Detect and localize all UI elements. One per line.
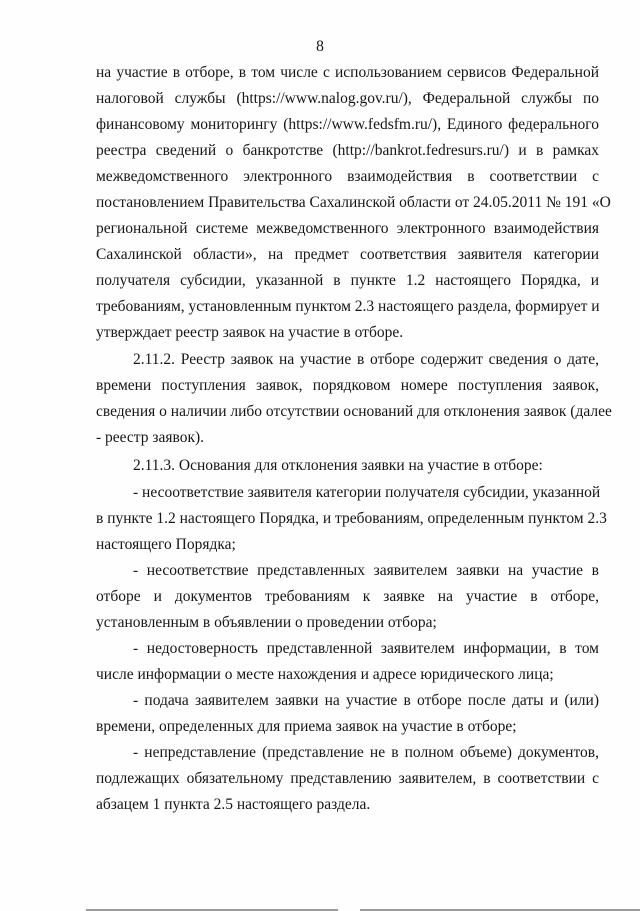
text-line: межведомственного электронного взаимодействия в соответствии с [96,168,599,185]
text-line: постановлением Правительства Сахалинской области от 24.05.2011 № 191 «О [96,194,611,211]
text-line: получателя субсидии, указанной в пункте 1.2 настоящего Порядка, и [96,272,599,289]
text-line: - непредставление (представление не в полном объеме) документов, [133,744,599,761]
page-number: 8 [316,38,324,55]
text-line: подлежащих обязательному представлению заявителем, в соответствии с [96,770,599,787]
text-line: отборе и документов требованиям к заявке на участие в отборе, [96,588,599,605]
text-line: - несоответствие заявителя категории получателя субсидии, указанной [133,484,601,501]
text-line: - подача заявителем заявки на участие в отборе после даты и (или) [133,692,599,709]
text-line: на участие в отборе, в том числе с использованием сервисов Федеральной [96,64,599,81]
text-line: - недостоверность представленной заявителем информации, в том [133,640,599,657]
text-line: утверждает реестр заявок на участие в отборе. [96,324,404,341]
text-line: установленным в объявлении о проведении отбора; [96,614,437,631]
text-line: времени, определенных для приема заявок на участие в отборе; [96,718,517,735]
text-line: 2.11.2. Реестр заявок на участие в отборе содержит сведения о дате, [133,351,599,368]
text-line: сведения о наличии либо отсутствии оснований для отклонения заявок (далее [96,403,612,420]
text-line: финансовому мониторингу (https://www.fedsfm.ru/), Единого федерального [96,116,599,133]
text-line: - несоответствие представленных заявителем заявки на участие в [133,562,599,579]
text-line: абзацем 1 пункта 2.5 настоящего раздела. [96,796,371,813]
text-line: - реестр заявок). [96,429,205,446]
text-line: в пункте 1.2 настоящего Порядка, и требованиям, определенным пунктом 2.3 [96,510,607,527]
text-line: налоговой службы (https://www.nalog.gov.ru/), Федеральной службы по [96,90,599,107]
text-line: времени поступления заявок, порядковом номере поступления заявок, [96,377,599,394]
text-line: региональной системе межведомственного электронного взаимодействия [96,220,599,237]
text-line: числе информации о месте нахождения и адресе юридического лица; [96,666,554,683]
text-line: требованиям, установленным пунктом 2.3 настоящего раздела, формирует и [96,298,600,315]
text-line: 2.11.3. Основания для отклонения заявки на участие в отборе: [133,457,543,474]
text-line: реестра сведений о банкротстве (http://bankrot.fedresurs.ru/) и в рамках [96,142,599,159]
text-line: Сахалинской области», на предмет соответствия заявителя категории [96,246,599,263]
text-line: настоящего Порядка; [96,536,236,553]
